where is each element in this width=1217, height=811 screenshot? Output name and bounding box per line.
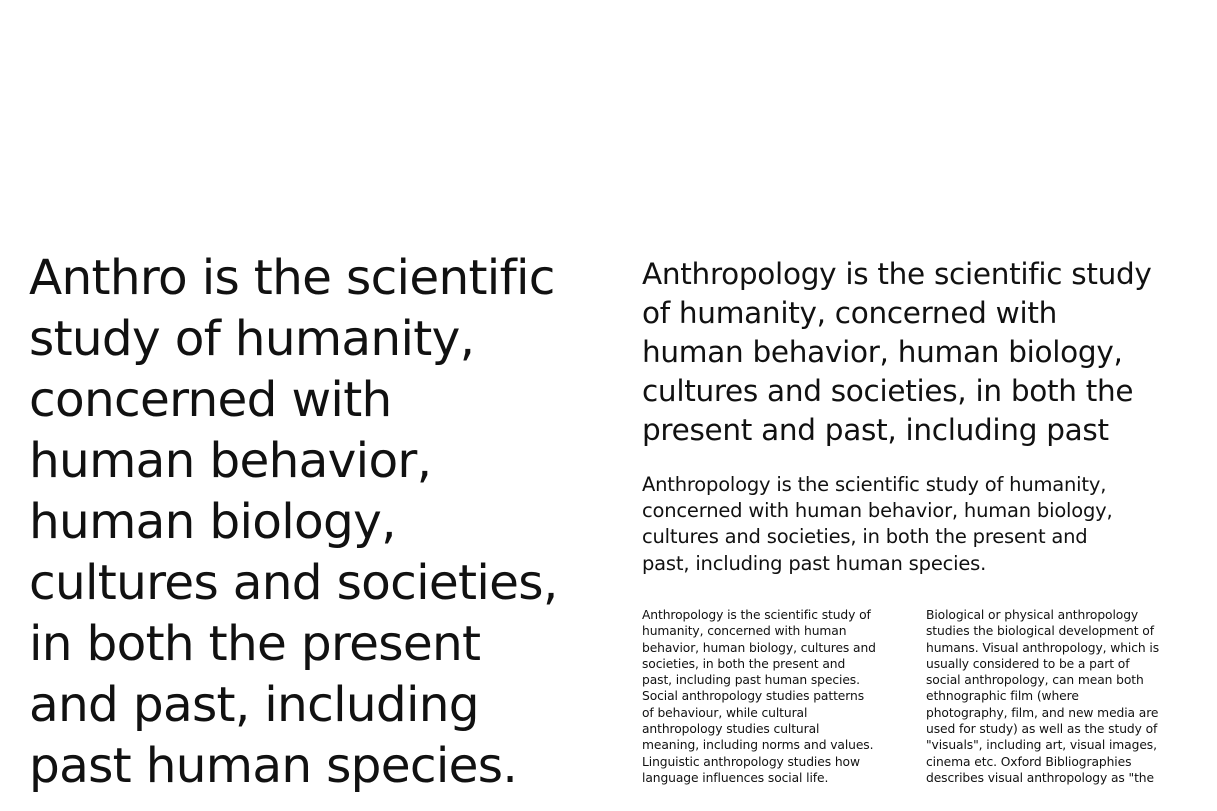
small-text-column-2 (926, 607, 1211, 786)
small-text-line: societies, in both the present and (642, 656, 846, 671)
lead-text-line: Anthro is the scientific (29, 250, 555, 306)
large-text-line: of humanity, concerned with (642, 296, 1058, 330)
medium-text-block (642, 472, 1202, 577)
small-text-line: Anthropology is the scientific study of (642, 608, 871, 622)
small-text-line: used for study) as well as the study of (926, 722, 1158, 737)
medium-text-line: concerned with human behavior, human biology, (642, 499, 1113, 523)
small-text-line: of behaviour, while cultural (642, 705, 808, 720)
large-text-line: present and past, including past (642, 413, 1109, 447)
medium-text-line: cultures and societies, in both the present and (642, 525, 1088, 549)
small-text-line: describes visual anthropology as "the (926, 770, 1154, 785)
small-text-line: humanity, concerned with human (642, 624, 847, 639)
lead-text-line: human behavior, (29, 433, 432, 489)
lead-text-block (29, 248, 589, 797)
lead-text-line: and past, including (29, 677, 479, 733)
small-text-line: behavior, human biology, cultures and (642, 640, 876, 655)
small-text-line: usually considered to be a part of (926, 656, 1130, 671)
lead-text-line: concerned with (29, 372, 392, 428)
small-text-line: social anthropology, can mean both (926, 673, 1144, 688)
lead-text-line: in both the present (29, 616, 481, 672)
small-text-line: studies the biological development of (926, 624, 1154, 639)
lead-text-line: past human species. (29, 738, 518, 794)
small-text-line: cinema etc. Oxford Bibliographies (926, 754, 1132, 769)
large-text-line: Anthropology is the scientific study (642, 257, 1152, 291)
medium-text-line: past, including past human species. (642, 551, 987, 575)
small-text-line: humans. Visual anthropology, which is (926, 640, 1160, 655)
lead-text-line: study of humanity, (29, 311, 475, 367)
large-text-line: cultures and societies, in both the (642, 374, 1134, 408)
small-text-line: ethnographic film (where (926, 689, 1079, 704)
small-text-line: photography, film, and new media are (926, 705, 1159, 720)
small-text-line: past, including past human species. (642, 673, 860, 688)
lead-text-line: human biology, (29, 494, 396, 550)
medium-text-line: Anthropology is the scientific study of humanity, (642, 473, 1107, 496)
small-text-line: anthropology studies cultural (642, 722, 820, 737)
small-text-line: Biological or physical anthropology (926, 608, 1139, 622)
small-text-column-1 (642, 607, 912, 786)
small-text-line: "visuals", including art, visual images, (926, 738, 1157, 753)
large-text-block (642, 255, 1202, 450)
lead-text-line: cultures and societies, (29, 555, 558, 611)
small-text-line: Linguistic anthropology studies how (642, 754, 860, 769)
small-text-line: Social anthropology studies patterns (642, 689, 864, 704)
small-text-line: language influences social life. (642, 770, 829, 785)
large-text-line: human behavior, human biology, (642, 335, 1123, 369)
small-text-line: meaning, including norms and values. (642, 738, 874, 753)
